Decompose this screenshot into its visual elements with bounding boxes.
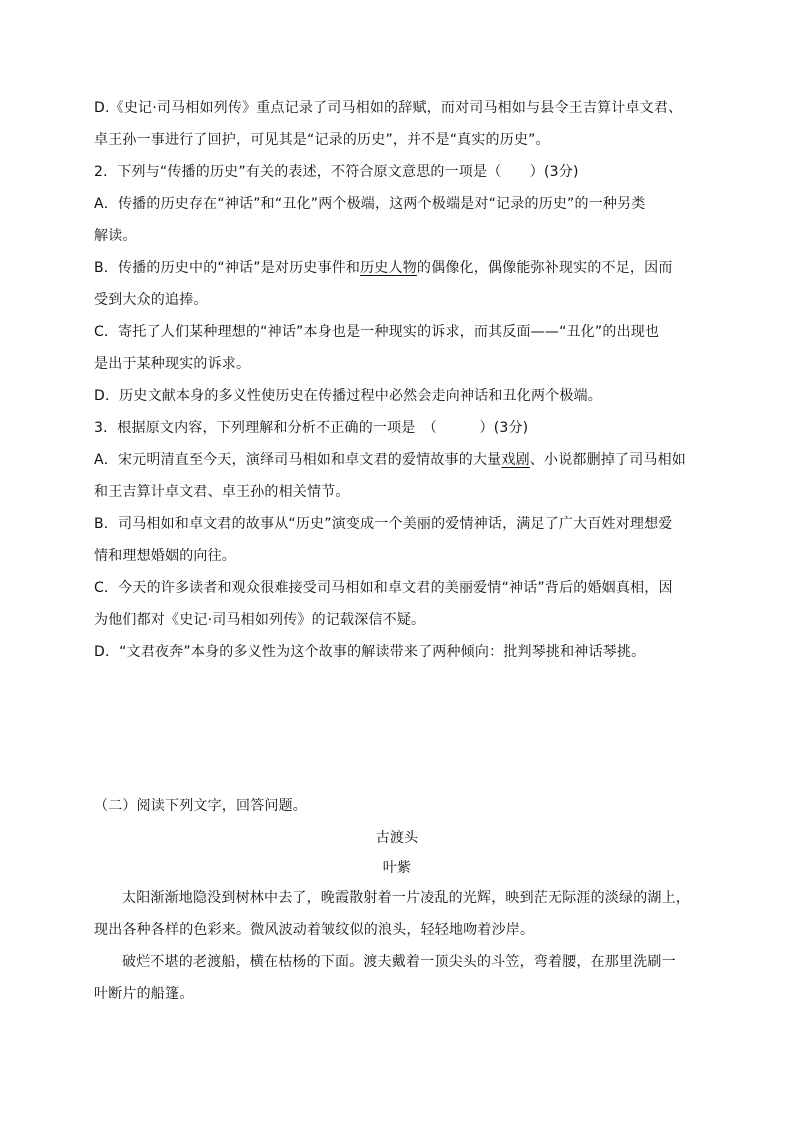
question-3-stem: 3．根据原文内容，下列理解和分析不正确的一项是 （ ）(3分): [94, 420, 529, 436]
q3-option-a-text-pre: A．宋元明清直至今天，演绎司马相如和卓文君的爱情故事的大量: [94, 452, 502, 468]
q3-option-d-line1: D．“文君夜奔”本身的多义性为这个故事的解读带来了两种倾向：批判琴挑和神话琴挑。: [94, 644, 646, 660]
question-2-stem: 2．下列与“传播的历史”有关的表述，不符合原文意思的一项是（ ）(3分): [94, 164, 579, 180]
q1-option-d-line2: 卓王孙一事进行了回护，可见其是“记录的历史”，并不是“真实的历史”。: [94, 132, 550, 148]
passage-author: 叶紫: [382, 860, 412, 876]
q2-option-b-text-pre: B．传播的历史中的“神话”是对历史事件和: [94, 260, 361, 276]
q3-option-a-line2: 和王吉算计卓文君、卓王孙的相关情节。: [94, 484, 350, 500]
q2-option-b-line1: [94, 258, 714, 278]
q2-option-a-line2: 解读。: [94, 228, 137, 244]
q2-option-b-line2: 受到大众的追捧。: [94, 292, 208, 308]
q3-option-b-line2: 情和理想婚姻的向往。: [94, 548, 236, 564]
q3-option-a-text-post: 、小说都删掉了司马相如: [529, 452, 686, 468]
q3-option-a-line1: [94, 450, 714, 470]
passage-paragraph-2-line1: 破烂不堪的老渡船，横在枯杨的下面。渡夫戴着一顶尖头的斗笠，弯着腰，在那里洗刷一: [122, 954, 676, 970]
q2-option-a-line1: A．传播的历史存在“神话”和“丑化”两个极端，这两个极端是对“记录的历史”的一种另类: [94, 196, 646, 212]
passage-paragraph-1-line1: 太阳渐渐地隐没到树林中去了，晚霞散射着一片凌乱的光辉，映到茫无际涯的淡绿的湖上，: [122, 890, 690, 906]
q2-option-b-underlined-text: 历史人物: [360, 260, 417, 276]
q2-option-b-text-post: 的偶像化，偶像能弥补现实的不足，因而: [416, 260, 673, 276]
q2-option-c-line1: C．寄托了人们某种理想的“神话”本身也是一种现实的诉求，而其反面——“丑化”的出现也: [94, 324, 660, 340]
q2-option-d-line1: D．历史文献本身的多义性使历史在传播过程中必然会走向神话和丑化两个极端。: [94, 388, 602, 404]
passage-paragraph-1-line2: 现出各种各样的色彩来。微风波动着皱纹似的浪头，轻轻地吻着沙岸。: [94, 922, 535, 938]
q3-option-a-underlined-text: 戏剧: [501, 452, 530, 468]
passage-title: 古渡头: [375, 830, 419, 846]
q3-option-b-line1: B．司马相如和卓文君的故事从“历史”演变成一个美丽的爱情神话，满足了广大百姓对理想爱: [94, 516, 673, 532]
q2-option-c-line2: 是出于某种现实的诉求。: [94, 356, 251, 372]
q3-option-c-line1: C．今天的许多读者和观众很难接受司马相如和卓文君的美丽爱情“神话”背后的婚姻真相，因: [94, 580, 673, 596]
q3-option-c-line2: 为他们都对《史记·司马相如列传》的记载深信不疑。: [94, 612, 426, 628]
section-2-heading: （二）阅读下列文字，回答问题。: [94, 798, 307, 814]
passage-paragraph-2-line2: 叶断片的船篷。: [94, 986, 194, 1002]
q1-option-d-line1: D.《史记·司马相如列传》重点记录了司马相如的辞赋，而对司马相如与县令王吉算计卓文君、: [94, 100, 683, 116]
